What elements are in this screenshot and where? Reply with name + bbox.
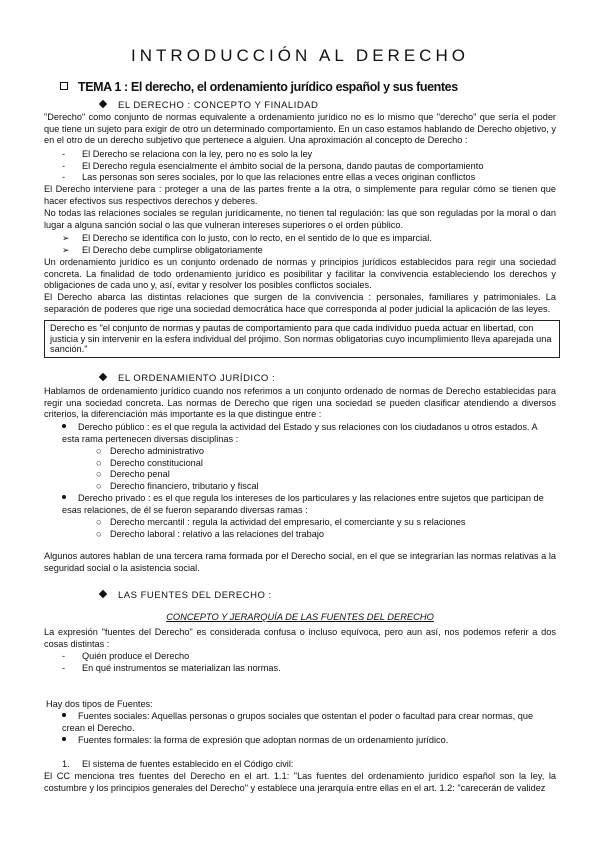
bullet-icon xyxy=(62,737,66,741)
paragraph: "Derecho" como conjunto de normas equivalente a ordenamiento jurídico no es lo mismo que "derecho" que sería el poder que tiene un sujeto para exigir de otro un determinado comportamiento. En un caso estamos hablando de Derecho objetivo, y en el otro de un derecho subjetivo que pertenece a alguien. Una aproximación al concepto de Derecho : xyxy=(44,112,556,145)
arrow-icon: ➢ xyxy=(62,233,70,243)
circle-bullet-icon: ○ xyxy=(96,446,102,456)
arrow-list-item: ➢ El Derecho debe cumplirse obligatoriamente xyxy=(62,245,263,255)
arrow-icon: ➢ xyxy=(62,245,70,255)
paragraph: No todas las relaciones sociales se regulan jurídicamente, no tienen tal regulación: las que son reguladas por la moral o dan lugar a alguna sanción social o las que vulneran intereses superiores o el orden público. xyxy=(44,208,556,230)
diamond-bullet-icon xyxy=(99,590,107,598)
paragraph: El Derecho interviene para : proteger a una de las partes frente a la otra, o simplemente para regular cómo se tienen que hacer efectivos sus respectivos derechos y deberes. xyxy=(44,184,556,206)
paragraph: Un ordenamiento jurídico es un conjunto ordenado de normas y principios jurídicos establecidos para regir una sociedad concreta. La finalidad de todo ordenamiento jurídico es posibilitar y facilitar la convivencia estableciendo los derechos y obligaciones de cada uno y, así, evitar y resolver los posibles conflictos sociales. xyxy=(44,257,556,290)
sub-list-item: ○ Derecho financiero, tributario y fiscal xyxy=(96,481,259,491)
paragraph: Algunos autores hablan de una tercera rama formada por el Derecho social, en el que se integrarían las normas relativas a la seguridad social o la asistencia social. xyxy=(44,551,556,573)
tema-heading xyxy=(60,80,458,94)
section-heading-fuentes: LAS FUENTES DEL DERECHO : xyxy=(100,590,272,601)
list-item: - Las personas son seres sociales, por lo que las relaciones entre ellas a veces originan conflictos xyxy=(62,172,476,182)
diamond-bullet-icon xyxy=(99,373,107,381)
bullet-icon xyxy=(62,713,66,717)
checkbox-bullet-icon xyxy=(60,82,68,90)
document-title: INTRODUCCIÓN AL DERECHO xyxy=(131,46,469,65)
list-item: - Quién produce el Derecho xyxy=(62,651,190,661)
sub-list-item: ○ Derecho constitucional xyxy=(96,458,203,468)
sub-list-item: ○ Derecho mercantil : regula la actividad del empresario, el comerciante y su s relaciones xyxy=(96,517,466,527)
sub-list-item: ○ Derecho laboral : relativo a las relaciones del trabajo xyxy=(96,529,324,539)
bullet-icon xyxy=(62,424,66,428)
tema-text: TEMA 1 : El derecho, el ordenamiento jurídico español y sus fuentes xyxy=(78,80,458,94)
arrow-list-item: ➢ El Derecho se identifica con lo justo, con lo recto, en el sentido de lo que es imparcial. xyxy=(62,233,432,243)
paragraph: El Derecho abarca las distintas relaciones que surgen de la convivencia : personales, familiares y patrimoniales. La separación de poderes que rige una sociedad democrática hace que corresponda al poder judicial la aplicación de las leyes. xyxy=(44,292,556,314)
sub-list-item: ○ Derecho administrativo xyxy=(96,446,204,456)
paragraph: La expresión "fuentes del Derecho" es considerada confusa o incluso equívoca, pero aun así, nos podemos referir a dos cosas distintas : xyxy=(44,627,556,649)
section-heading-concepto: EL DERECHO : CONCEPTO Y FINALIDAD xyxy=(100,100,318,111)
paragraph: El CC menciona tres fuentes del Derecho en el art. 1.1: "Las fuentes del ordenamiento jurídico español son la ley, la costumbre y los principios generales del Derecho" y establece una jerarquía entre ellas en el art. 1.2: "carecerán de validez xyxy=(44,771,556,793)
circle-bullet-icon: ○ xyxy=(96,458,102,468)
bullet-item: Fuentes formales: la forma de expresión que adoptan normas de un ordenamiento jurídico. xyxy=(62,735,556,747)
diamond-bullet-icon xyxy=(99,100,107,108)
numbered-item: 1. El sistema de fuentes establecido en el Código civil: xyxy=(62,759,294,769)
list-item: - El Derecho se relaciona con la ley, pero no es solo la ley xyxy=(62,149,313,159)
circle-bullet-icon: ○ xyxy=(96,469,102,479)
list-item: - En qué instrumentos se materializan las normas. xyxy=(62,663,281,673)
bullet-item: Fuentes sociales: Aquellas personas o grupos sociales que ostentan el poder o facultad para crear normas, que crean el Derecho. xyxy=(62,711,534,733)
paragraph: Hay dos tipos de Fuentes: xyxy=(46,699,153,709)
circle-bullet-icon: ○ xyxy=(96,529,102,539)
subheading-concepto-jerarquia: CONCEPTO Y JERARQUÍA DE LAS FUENTES DEL DERECHO xyxy=(166,612,434,622)
list-item: - El Derecho regula esencialmente el ámbito social de la persona, dando pautas de comportamiento xyxy=(62,161,484,171)
bullet-item-publico: Derecho público : es el que regula la actividad del Estado y sus relaciones con los ciudadanos u otros estados. A esta rama pertenecen diversas disciplinas : xyxy=(62,422,538,444)
section-heading-ordenamiento: EL ORDENAMIENTO JURÍDICO : xyxy=(100,373,275,384)
circle-bullet-icon: ○ xyxy=(96,481,102,491)
definition-box: Derecho es "el conjunto de normas y pautas de comportamiento para que cada individuo pueda actuar en libertad, con justicia y sin intervenir en la esfera individual del prójimo. Son normas obligatorias cuyo incumplimiento lleva aparejada una sanción." xyxy=(44,320,560,358)
bullet-icon xyxy=(62,495,66,499)
paragraph: Hablamos de ordenamiento jurídico cuando nos referimos a un conjunto ordenado de normas de Derecho establecidas para regir una sociedad concreta. Las normas de Derecho que rigen una sociedad se pueden clasificar atendiendo a diversos criterios, la diferenciación más importante es la que distingue entre : xyxy=(44,386,556,419)
bullet-item-privado: Derecho privado : es el que regula los intereses de los particulares y las relaciones entre sujetos que participan de esas relaciones, de él se fueron separando diversas ramas : xyxy=(62,493,544,515)
sub-list-item: ○ Derecho penal xyxy=(96,469,170,479)
circle-bullet-icon: ○ xyxy=(96,517,102,527)
